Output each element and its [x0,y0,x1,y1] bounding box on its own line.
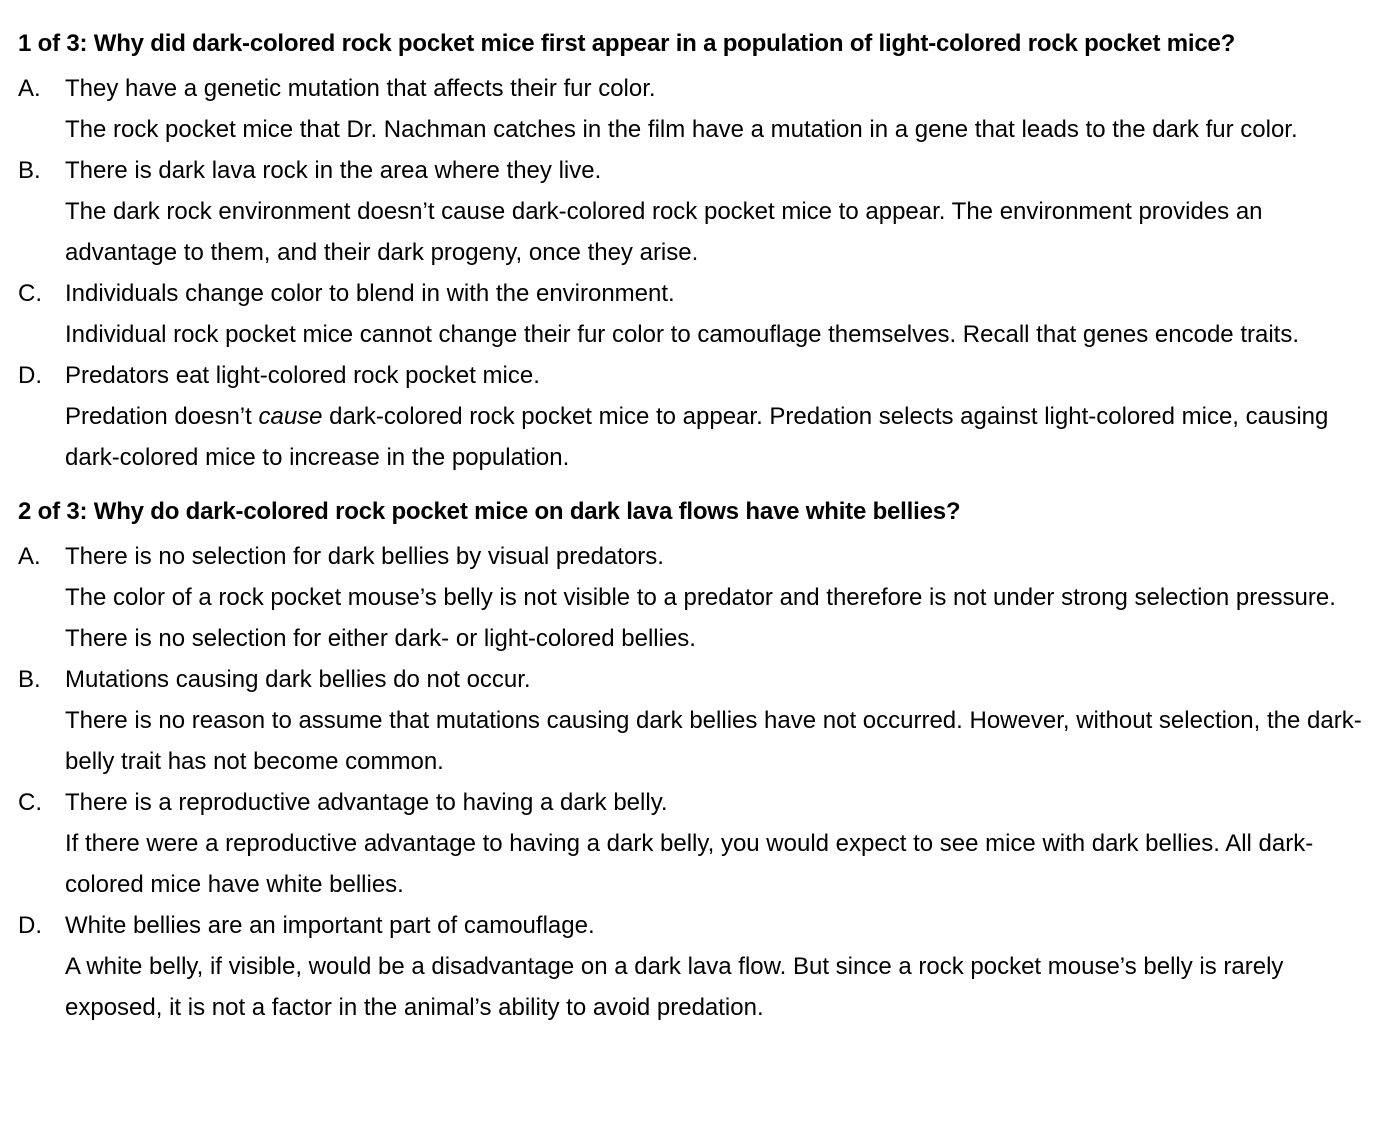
option-letter: D. [18,912,42,939]
option-feedback: The dark rock environment doesn’t cause dark-colored rock pocket mice to appear. The environment provides an advantage to them, and their dark progeny, once they arise. [65,198,1263,266]
option-text: There is no selection for dark bellies by visual predators. [65,543,664,570]
question-2 [18,492,1368,1028]
question-1 [18,24,1368,478]
option-letter: A. [18,543,41,570]
option-feedback: The rock pocket mice that Dr. Nachman catches in the film have a mutation in a gene that leads to the dark fur color. [65,116,1298,143]
option-feedback: If there were a reproductive advantage to having a dark belly, you would expect to see mice with dark bellies. All dark-colored mice have white bellies. [65,830,1314,898]
feedback-emphasis: cause [258,403,323,430]
option-feedback [65,396,1368,478]
feedback-text-pre: Predation doesn’t [65,403,259,430]
option-text: White bellies are an important part of camouflage. [65,912,595,939]
option-letter: D. [18,362,42,389]
feedback-text-post: dark-colored rock pocket mice to appear. Predation selects against light-colored mice, causing dark-colored mice to increase in the population. [65,403,1329,471]
option-letter: B. [18,666,41,693]
option-letter: B. [18,157,41,184]
option-feedback: Individual rock pocket mice cannot change their fur color to camouflage themselves. Recall that genes encode traits. [65,321,1299,348]
option-text: Individuals change color to blend in with the environment. [65,280,675,307]
option-text: There is dark lava rock in the area where they live. [65,157,602,184]
answer-option-d [18,355,1368,478]
option-text: There is a reproductive advantage to having a dark belly. [65,789,668,816]
answer-option-d [18,905,1368,1028]
option-feedback: A white belly, if visible, would be a disadvantage on a dark lava flow. But since a rock pocket mouse’s belly is rarely exposed, it is not a factor in the animal’s ability to avoid predation. [65,953,1284,1021]
option-text: They have a genetic mutation that affects their fur color. [65,75,656,102]
option-text: Predators eat light-colored rock pocket mice. [65,362,540,389]
option-feedback: There is no reason to assume that mutations causing dark bellies have not occurred. However, without selection, the dark-belly trait has not become common. [65,707,1362,775]
answer-option-b [18,150,1368,273]
answer-option-b [18,659,1368,782]
answer-option-a [18,68,1368,150]
option-text: Mutations causing dark bellies do not occur. [65,666,531,693]
answer-option-c [18,782,1368,905]
answer-option-c [18,273,1368,355]
question-title: 2 of 3: Why do dark-colored rock pocket mice on dark lava flows have white bellies? [18,498,961,525]
option-letter: A. [18,75,41,102]
question-title: 1 of 3: Why did dark-colored rock pocket mice first appear in a population of light-colored rock pocket mice? [18,30,1236,57]
option-letter: C. [18,789,42,816]
option-letter: C. [18,280,42,307]
answer-option-a [18,536,1368,659]
option-feedback: The color of a rock pocket mouse’s belly is not visible to a predator and therefore is not under strong selection pressure. There is no selection for either dark- or light-colored bellies. [65,584,1336,652]
